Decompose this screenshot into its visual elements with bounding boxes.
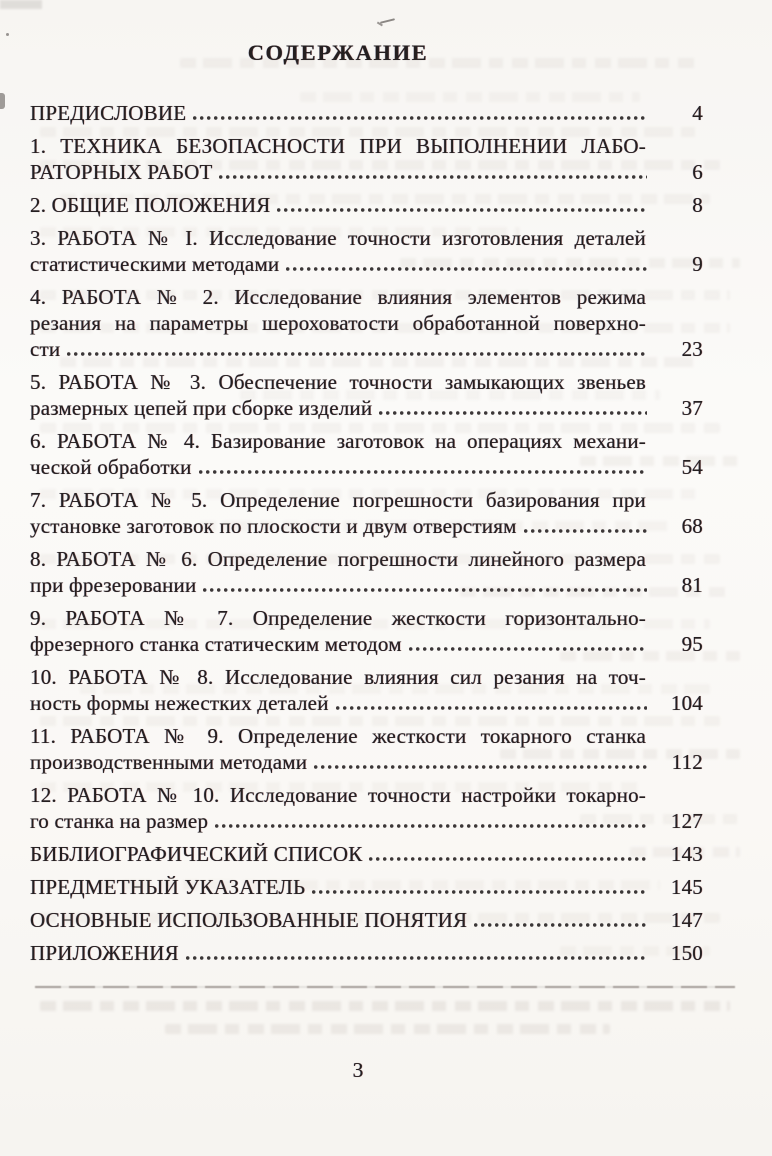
toc-entry-line: 4. РАБОТА № 2. Исследование влияния элементов режима (30, 285, 646, 309)
toc-entry-last-line (30, 841, 703, 867)
bleedthrough-streak (165, 1024, 610, 1034)
dot-leader (336, 704, 647, 712)
bleedthrough-streak (580, 456, 740, 466)
bleedthrough-streak (40, 913, 720, 923)
bleedthrough-streak (40, 160, 720, 170)
page-number: 3 (352, 1058, 364, 1082)
bleedthrough-streak (300, 92, 640, 102)
toc-page-number: 37 (681, 396, 703, 420)
dot-leader (219, 173, 647, 181)
toc-page-number: 145 (670, 875, 703, 899)
toc-page-number: 147 (670, 908, 703, 932)
toc-entry-line: 9. РАБОТА № 7. Определение жесткости горизонтально- (30, 606, 646, 630)
bleedthrough-streak (560, 651, 740, 661)
toc-entry-last-line (30, 100, 703, 126)
toc-page-number: 150 (670, 941, 703, 965)
toc-entry (30, 841, 703, 867)
toc-page-number: 68 (681, 514, 703, 538)
bleedthrough-streak (500, 749, 740, 759)
toc-entry-line: 11. РАБОТА № 9. Определение жесткости токарного станка (30, 724, 646, 748)
dot-leader (193, 114, 647, 122)
toc-entry-text: размерных цепей при сборке изделий (30, 396, 373, 420)
pen-mark (378, 16, 396, 26)
toc-entry-text: статистическими методами (30, 252, 280, 276)
toc-entry-text: установке заготовок по плоскости и двум отверстиям (30, 514, 517, 538)
toc-entry-text: ПРИЛОЖЕНИЯ (30, 941, 179, 965)
toc-entry-line: 7. РАБОТА № 5. Определение погрешности базирования при (30, 488, 646, 512)
toc-entry (30, 100, 703, 126)
page-title: СОДЕРЖАНИЕ (247, 40, 429, 65)
toc-entry-text: ПРЕДИСЛОВИЕ (30, 101, 187, 125)
toc-entry-line: 10. РАБОТА № 8. Исследование влияния сил резания на точ- (30, 665, 646, 689)
dot-leader (369, 855, 647, 863)
toc-page-number: 127 (670, 809, 703, 833)
toc-entry-text: производственными методами (30, 750, 308, 774)
toc-page-number: 112 (671, 750, 703, 774)
bleedthrough-streak (240, 390, 660, 400)
toc-page-number: 9 (692, 252, 703, 276)
toc-entry-text: го станка на размер (30, 809, 209, 833)
bleedthrough-streak (40, 423, 720, 433)
toc-page-number: 81 (681, 573, 703, 597)
bleedthrough-streak (560, 946, 710, 956)
dot-leader (314, 763, 647, 771)
bleedthrough-streak (60, 194, 710, 204)
bleedthrough-streak (580, 814, 740, 824)
bleedthrough-streak (40, 489, 700, 499)
dot-leader (199, 468, 647, 476)
toc-page-number: 23 (681, 337, 703, 361)
dot-leader (277, 206, 647, 214)
toc-page-number: 8 (692, 193, 703, 217)
toc-page-number: 104 (670, 691, 703, 715)
bleedthrough-streak (40, 782, 640, 792)
toc-entry-text: ческой обработки (30, 455, 192, 479)
scan-smudge (0, 0, 42, 9)
bleedthrough-streak (400, 258, 740, 268)
toc-entry-text: РАТОРНЫХ РАБОТ (30, 160, 213, 184)
bleedthrough-streak (40, 127, 700, 137)
bleedthrough-streak (40, 1001, 730, 1011)
toc-entry-line: 3. РАБОТА № I. Исследование точности изготовления деталей (30, 226, 646, 250)
toc-entry-text: 2. ОБЩИЕ ПОЛОЖЕНИЯ (30, 193, 271, 217)
toc-entry-text: сти (30, 337, 61, 361)
bleedthrough-streak (460, 587, 730, 597)
bleedthrough-streak (60, 357, 700, 367)
toc-entry (30, 133, 703, 185)
dot-leader (379, 409, 647, 417)
toc-entry (30, 428, 703, 480)
bleedthrough-streak (200, 521, 670, 531)
toc-entry-line: 1. ТЕХНИКА БЕЗОПАСНОСТИ ПРИ ВЫПОЛНЕНИИ ЛАБО- (30, 134, 646, 158)
bleedthrough-streak (40, 227, 520, 237)
toc-entry-text: ПРЕДМЕТНЫЙ УКАЗАТЕЛЬ (30, 875, 306, 899)
toc-entry-text: БИБЛИОГРАФИЧЕСКИЙ СПИСОК (30, 842, 363, 866)
bleedthrough-streak (630, 847, 740, 857)
toc-page-number: 143 (670, 842, 703, 866)
bleedthrough-streak (40, 323, 730, 333)
toc-entry-line: 12. РАБОТА № 10. Исследование точности настройки токарно- (30, 783, 646, 807)
toc-entry-text: при фрезеровании (30, 573, 197, 597)
toc-page-number: 54 (681, 455, 703, 479)
toc-entry-line: резания на параметры шероховатости обработанной поверхно- (30, 311, 646, 335)
bleedthrough-streak (80, 684, 710, 694)
toc-entry-text: ность формы нежестких деталей (30, 691, 329, 715)
toc-entry (30, 605, 703, 657)
scan-edge-artifact (0, 93, 5, 109)
scan-speck (6, 33, 9, 36)
toc-page-number: 95 (681, 632, 703, 656)
bleedthrough-streak (100, 880, 660, 890)
toc-entry-line: 8. РАБОТА № 6. Определение погрешности линейного размера (30, 547, 646, 571)
toc-entry-text: фрезерного станка статическим методом (30, 632, 402, 656)
bleedthrough-streak (180, 58, 700, 68)
toc-entry-text: ОСНОВНЫЕ ИСПОЛЬЗОВАННЫЕ ПОНЯТИЯ (30, 908, 468, 932)
toc-page-number: 4 (692, 101, 703, 125)
toc-page-number: 6 (692, 160, 703, 184)
toc-entry-line: 6. РАБОТА № 4. Базирование заготовок на операциях механи- (30, 429, 646, 453)
bleedthrough-streak (40, 716, 720, 726)
toc-entry-line: 5. РАБОТА № 3. Обеспечение точности замыкающих звеньев (30, 370, 646, 394)
bleedthrough-streak (40, 554, 720, 564)
footnote-separator-rule (35, 986, 735, 988)
bleedthrough-streak (40, 290, 730, 300)
bleedthrough-streak (40, 619, 710, 629)
